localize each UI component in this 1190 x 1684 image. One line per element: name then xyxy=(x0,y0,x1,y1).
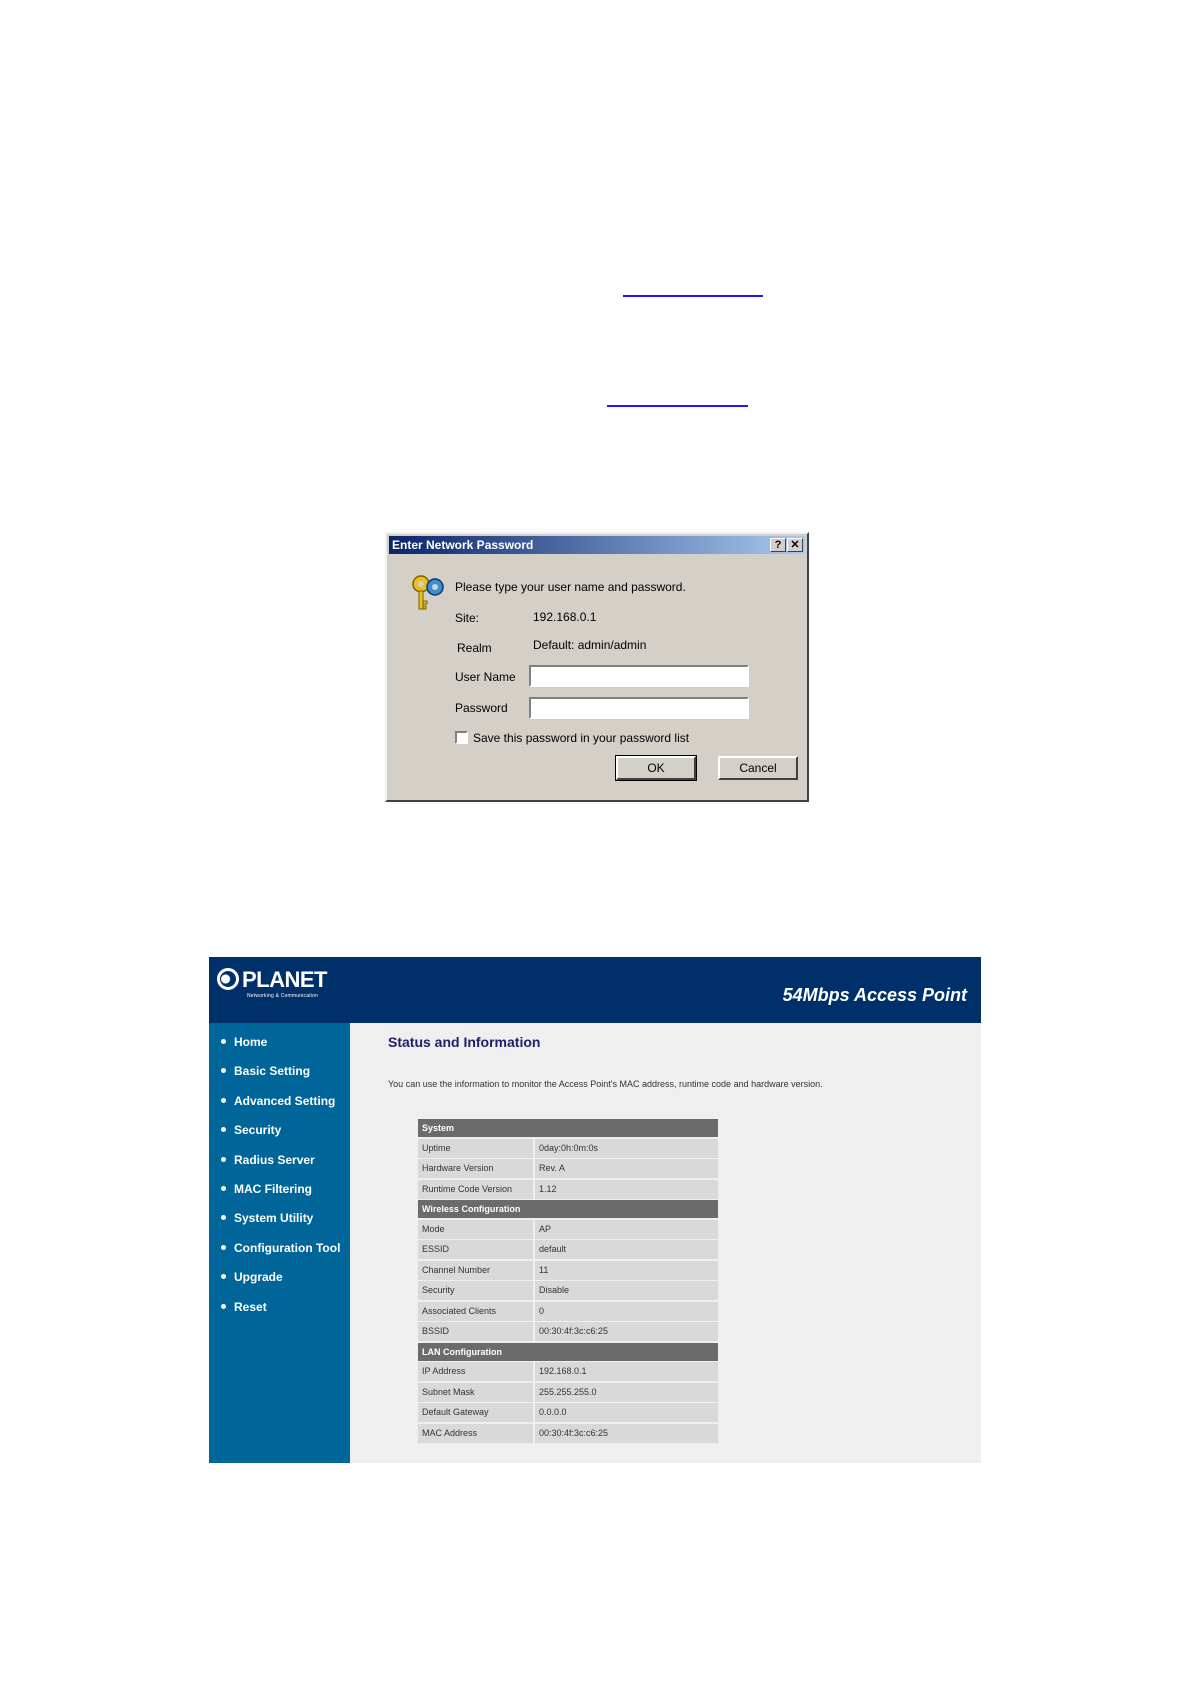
row-value: Disable xyxy=(535,1281,718,1300)
logo-tagline: Networking & Communication xyxy=(247,993,319,999)
row-label: Subnet Mask xyxy=(418,1383,533,1402)
row-value: 11 xyxy=(535,1261,718,1280)
section-header: Wireless Configuration xyxy=(418,1200,718,1218)
password-label: Password xyxy=(455,701,508,715)
table-row xyxy=(418,1281,718,1300)
row-value: 0.0.0.0 xyxy=(535,1403,718,1422)
row-value: AP xyxy=(535,1220,718,1239)
row-label: Uptime xyxy=(418,1139,533,1158)
link-underline-1[interactable] xyxy=(623,295,763,297)
planet-logo xyxy=(217,967,327,993)
row-label: Channel Number xyxy=(418,1261,533,1280)
section-header: LAN Configuration xyxy=(418,1343,718,1361)
row-value: 00:30:4f:3c:c6:25 xyxy=(535,1322,718,1341)
sidebar-item-advanced-setting[interactable] xyxy=(221,1094,335,1108)
sidebar-item-label: MAC Filtering xyxy=(234,1182,312,1196)
bullet-icon xyxy=(221,1215,226,1220)
sidebar-item-label: Configuration Tool xyxy=(234,1240,341,1255)
row-value: 0 xyxy=(535,1302,718,1321)
section-header: System xyxy=(418,1119,718,1137)
username-input[interactable] xyxy=(529,665,749,687)
row-value: 192.168.0.1 xyxy=(535,1362,718,1381)
sidebar-item-label: Radius Server xyxy=(234,1152,315,1167)
realm-value: Default: admin/admin xyxy=(533,638,647,652)
web-header xyxy=(209,957,981,1023)
row-value: 00:30:4f:3c:c6:25 xyxy=(535,1424,718,1443)
row-label: Default Gateway xyxy=(418,1403,533,1422)
table-row xyxy=(418,1383,718,1402)
row-label: Hardware Version xyxy=(418,1159,533,1178)
table-row xyxy=(418,1302,718,1321)
table-row xyxy=(418,1424,718,1443)
sidebar-item-home[interactable] xyxy=(221,1035,267,1049)
save-password-checkbox[interactable] xyxy=(455,731,468,744)
table-row xyxy=(418,1261,718,1280)
table-row xyxy=(418,1220,718,1239)
row-label: MAC Address xyxy=(418,1424,533,1443)
table-row xyxy=(418,1322,718,1341)
row-label: ESSID xyxy=(418,1240,533,1259)
row-label: Mode xyxy=(418,1220,533,1239)
status-table xyxy=(418,1119,718,1444)
password-input[interactable] xyxy=(529,697,749,719)
dialog-title: Enter Network Password xyxy=(392,538,534,552)
table-row xyxy=(418,1240,718,1259)
bullet-icon xyxy=(221,1068,226,1073)
sidebar-item-basic-setting[interactable] xyxy=(221,1064,310,1078)
sidebar-item-label: System Utility xyxy=(234,1211,314,1226)
row-label: Security xyxy=(418,1281,533,1300)
sidebar-item-label: Advanced Setting xyxy=(234,1093,336,1108)
sidebar-item-label: Basic Setting xyxy=(234,1064,311,1079)
row-value: 0day:0h:0m:0s xyxy=(535,1139,718,1158)
save-password-label[interactable]: Save this password in your password list xyxy=(473,731,690,745)
username-label: User Name xyxy=(455,670,516,684)
row-value: default xyxy=(535,1240,718,1259)
dialog-prompt: Please type your user name and password. xyxy=(455,580,686,594)
table-row xyxy=(418,1403,718,1422)
sidebar-item-security[interactable] xyxy=(221,1123,281,1137)
table-row xyxy=(418,1159,718,1178)
help-button[interactable]: ? xyxy=(770,538,786,552)
row-label: Associated Clients xyxy=(418,1302,533,1321)
row-value: 255.255.255.0 xyxy=(535,1383,718,1402)
bullet-icon xyxy=(221,1186,226,1191)
bullet-icon xyxy=(221,1304,226,1309)
sidebar-item-reset[interactable] xyxy=(221,1300,267,1314)
sidebar-item-label: Security xyxy=(234,1123,282,1138)
realm-label: Realm xyxy=(457,641,492,655)
sidebar-item-label: Reset xyxy=(234,1299,267,1314)
main-content xyxy=(350,1023,981,1463)
sidebar-item-system-utility[interactable] xyxy=(221,1211,313,1225)
sidebar-item-radius-server[interactable] xyxy=(221,1153,315,1167)
table-row xyxy=(418,1362,718,1381)
bullet-icon xyxy=(221,1098,226,1103)
sidebar-item-upgrade[interactable] xyxy=(221,1270,283,1284)
sidebar xyxy=(209,1023,350,1463)
page-description: You can use the information to monitor the Access Point's MAC address, runtime code and hardware version. xyxy=(388,1079,823,1089)
sidebar-item-mac-filtering[interactable] xyxy=(221,1182,312,1196)
site-label: Site: xyxy=(455,611,480,625)
bullet-icon xyxy=(221,1157,226,1162)
bullet-icon xyxy=(221,1039,226,1044)
row-value: Rev. A xyxy=(535,1159,718,1178)
site-value: 192.168.0.1 xyxy=(533,610,597,624)
ap-web-ui xyxy=(209,957,981,1463)
ok-button[interactable]: OK xyxy=(616,756,696,780)
cancel-button[interactable]: Cancel xyxy=(718,756,798,780)
password-dialog xyxy=(385,532,809,802)
row-value: 1.12 xyxy=(535,1180,718,1199)
planet-logo-icon xyxy=(217,968,239,990)
table-row xyxy=(418,1180,718,1199)
bullet-icon xyxy=(221,1245,226,1250)
sidebar-item-label: Upgrade xyxy=(234,1270,283,1285)
row-label: BSSID xyxy=(418,1322,533,1341)
dialog-titlebar[interactable] xyxy=(389,536,805,554)
bullet-icon xyxy=(221,1274,226,1279)
row-label: IP Address xyxy=(418,1362,533,1381)
page-title: Status and Information xyxy=(388,1034,541,1050)
row-label: Runtime Code Version xyxy=(418,1180,533,1199)
bullet-icon xyxy=(221,1127,226,1132)
table-row xyxy=(418,1139,718,1158)
close-button[interactable]: ✕ xyxy=(787,538,803,552)
header-title: 54Mbps Access Point xyxy=(782,985,967,1005)
key-icon xyxy=(411,574,447,614)
link-underline-2[interactable] xyxy=(607,405,748,407)
sidebar-item-label: Home xyxy=(234,1035,268,1049)
sidebar-item-configuration-tool[interactable] xyxy=(221,1241,340,1255)
logo-text: PLANET xyxy=(242,967,327,992)
